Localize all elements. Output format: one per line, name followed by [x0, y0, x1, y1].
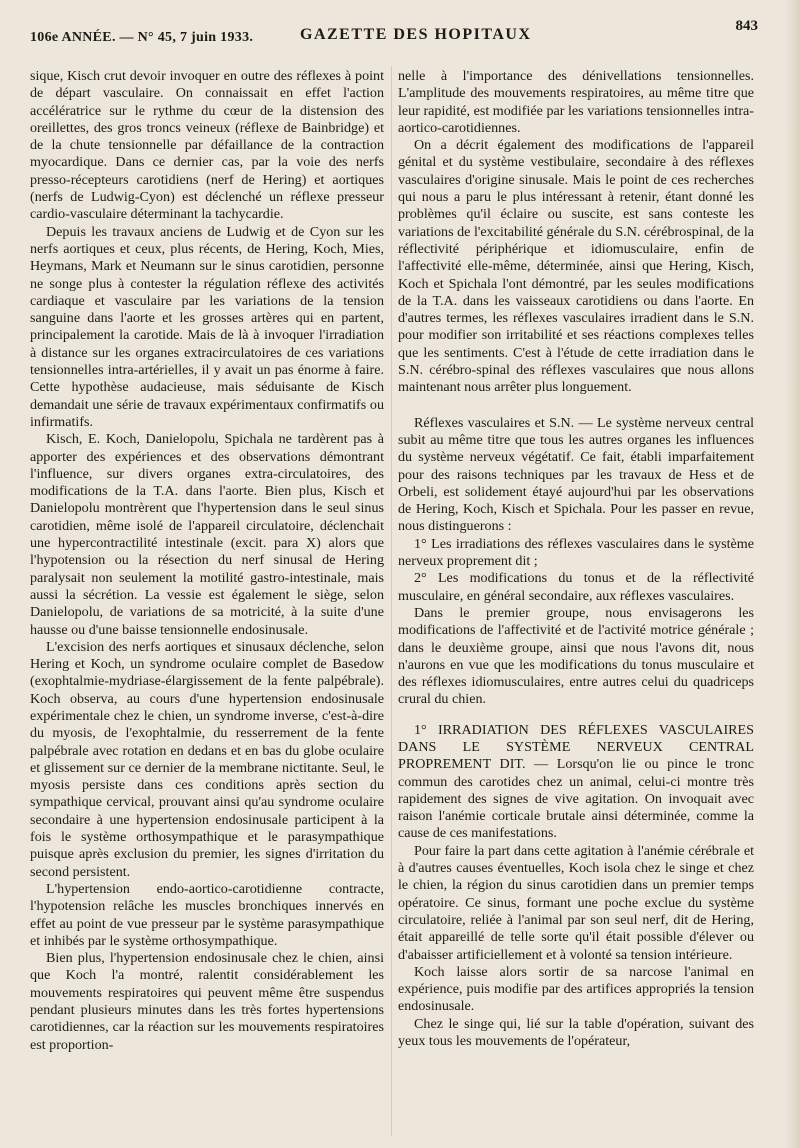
issue-line: 106e ANNÉE. — N° 45, 7 juin 1933.: [30, 30, 254, 45]
page-number: 843: [735, 18, 758, 34]
subsection-paragraph: 1° IRRADIATION DES RÉFLEXES VASCULAIRES DANS LE SYSTÈME NERVEUX CENTRAL PROPREMENT DIT. — Lorsqu'on lie ou pince le tronc commun des carotides chez un animal, celui-ci montre très rapidement des signes de vive agitation. On invoquait avec raison l'anémie corticale brutale ainsi déterminée, comme la cause de ces manifestations.: [398, 721, 754, 842]
paragraph: L'hypertension endo-aortico-carotidienne contracte, l'hypotension relâche les muscles bronchiques innervés en effet au point de vue presseur par le système parasympathique et inhibés par le système orthosympathique.: [30, 880, 384, 949]
paragraph: sique, Kisch crut devoir invoquer en outre des réflexes à point de départ vasculaire. On connaissait en effet l'action accélératrice sur le rythme du cœur de la distension des oreillettes, des gros troncs veineux (réflexe de Bainbridge) et de la chute tensionnelle par défaillance de la contraction myocardique. Dans ce dernier cas, par la voie des nerfs presso-récepteurs carotidiens (nerf de Hering) et aortiques (nerfs de Ludwig-Cyon) est déclenché un réflexe presseur cardio-vasculaire déterminant la tachycardie.: [30, 68, 384, 223]
paragraph: Bien plus, l'hypertension endosinusale chez le chien, ainsi que Koch l'a montré, ralentit considérablement les mouvements respiratoires qui peuvent même être suspendus pendant plusieurs minutes dans les très fortes hypertensions carotidiennes, car la réaction sur les mouvements respiratoires est proportion-: [30, 950, 384, 1053]
right-column: [398, 68, 754, 1050]
paragraph: Koch laisse alors sortir de sa narcose l'animal en expérience, puis modifie par des artifices appropriés la tension endosinusale.: [398, 963, 754, 1015]
left-column: [30, 68, 384, 1054]
list-item: 1° Les irradiations des réflexes vasculaires dans le système nerveux proprement dit ;: [398, 535, 754, 570]
section-heading-paragraph: Réflexes vasculaires et S.N. — Le système nerveux central subit au même titre que tous les autres organes les influences du système nerveux végétatif. Ce fait, établi imparfaitement pour des raisons techniques par les travaux de Hess et de Orbeli, est solidement étayé aujourd'hui par les observations de Hering, Koch, Kisch et Spichala. Pour les passer en revue, nous distinguerons :: [398, 414, 754, 535]
list-item: 2° Les modifications du tonus et de la réflectivité musculaire, en général secondaire, aux réflexes vasculaires.: [398, 570, 754, 604]
paragraph: L'excision des nerfs aortiques et sinusaux déclenche, selon Hering et Koch, un syndrome oculaire complet de Basedow (exophtalmie-mydriase-élargissement de la fente palpébrale). Koch observa, au cours d'une hypertension endosinusale expérimentale chez le chien, un syndrome inverse, c'est-à-dire du myosis, de l'exophtalmie, du resserrement de la fente palpébrale avec rotation en dedans et en bas du globe oculaire et glissement sur ce dernier de la membrane nictitante. Seul, le myosis persiste dans ces conditions après section du sympathique cervical, prouvant ainsi qu'au syndrome oculaire secondaire à une hypertension endosinusale participent à la fois le système orthosympathique et le parasympathique puisque après exclusion du premier, les signes d'irritation du second persistent.: [30, 638, 384, 880]
paragraph: On a décrit également des modifications de l'appareil génital et du système vestibulaire, secondaire à des réflexes vasculaires d'origine sinusale. Mais le point de ces recherches qui nous a paru le plus intéressant à retenir, étant donné les problèmes qu'il éclaire ou suscite, est sans conteste les variations de l'excitabilité générale du S.N. cérébrospinal, de la réflectivité périphérique et idiomusculaire, enfin de l'affectivité elle-même, déterminée, ainsi que Hering, Kisch, Koch et Spichala l'ont démontré, par les seules modifications de la T.A. dans les vaisseaux carotidiens ou dans l'aorte. En d'autres termes, les réflexes vasculaires irradient dans le S.N. pour modifier son irritabilité et ses réactions complexes telles que les sentiments. C'est à l'étude de cette irradiation dans le S.N. cérébro-spinal des réflexes vasculaires que nous allons maintenant nous arrêter plus longuement.: [398, 137, 754, 396]
paragraph: Chez le singe qui, lié sur la table d'opération, suivant des yeux tous les mouvements de l'opérateur,: [398, 1015, 754, 1050]
paragraph: Pour faire la part dans cette agitation à l'anémie cérébrale et à d'autres causes éventuelles, Koch isola chez le singe et chez le chien, la région du sinus carotidien dans un premier temps opératoire. Ce sinus, formant une poche exclue du système circulatoire, reliée à l'animal par son seul nerf, dit de Hering, était appareillé de telle sorte qu'il était possible d'élever ou d'abaisser artificiellement et à volonté sa tension intérieure.: [398, 842, 754, 963]
column-divider: [391, 66, 392, 1136]
paragraph: Kisch, E. Koch, Danielopolu, Spichala ne tardèrent pas à apporter des expériences et des observations démontrant l'influence, sur divers organes extra-circulatoires, des modifications de la T.A. dans l'aorte. Bien plus, Kisch et Danielopolu montrèrent que l'hypertension dans le seul sinus carotidien, même isolé de l'appareil circulatoire, déclenchait une hypercontractilité intestinale (excit. para X) alors que l'hypotension ou la résection du nerf sinusal de Hering paralysait non seulement la motilité gastro-intestinale, mais aussi la sécrétion. La vessie est également le siège, selon Danielopolu, de variations de sa motricité, à la suite d'une hausse ou d'une baisse tensionnelle endosinusale.: [30, 431, 384, 638]
page-edge: [786, 0, 800, 1148]
page-header: [30, 18, 758, 58]
journal-title: GAZETTE DES HOPITAUX: [300, 26, 532, 43]
paragraph: nelle à l'importance des dénivellations tensionnelles. L'amplitude des mouvements respiratoires, au même titre que leur rapidité, est modifiée par les variations tensionnelles intra-aortico-carotidiennes.: [398, 68, 754, 136]
paragraph: Depuis les travaux anciens de Ludwig et de Cyon sur les nerfs aortiques et ceux, plus récents, de Hering, Koch, Mies, Heymans, Mark et Neumann sur le sinus carotidien, personne ne songe plus à contester la régulation réflexe des activités cardiaque et vasculaire par les variations de la tension sanguine dans l'aorte et les grosses artères qui en partent, principalement la carotide. Mais de là à invoquer l'irradiation à distance sur les organes extracirculatoires de ces variations tensionnelles intra-artérielles, il y avait un pas énorme à faire. Cette hypothèse audacieuse, mais séduisante de Kisch demandait une série de travaux expérimentaux confirmatifs ou infirmatifs.: [30, 223, 384, 430]
paragraph: Dans le premier groupe, nous envisagerons les modifications de l'affectivité et de l'activité motrice générale ; dans le deuxième groupe, ainsi que nous l'avons dit, nous n'aurons en vue que les modifications du tonus musculaire et des réflexes idiomusculaires, entre autres celui du quadriceps crural du chien.: [398, 604, 754, 708]
